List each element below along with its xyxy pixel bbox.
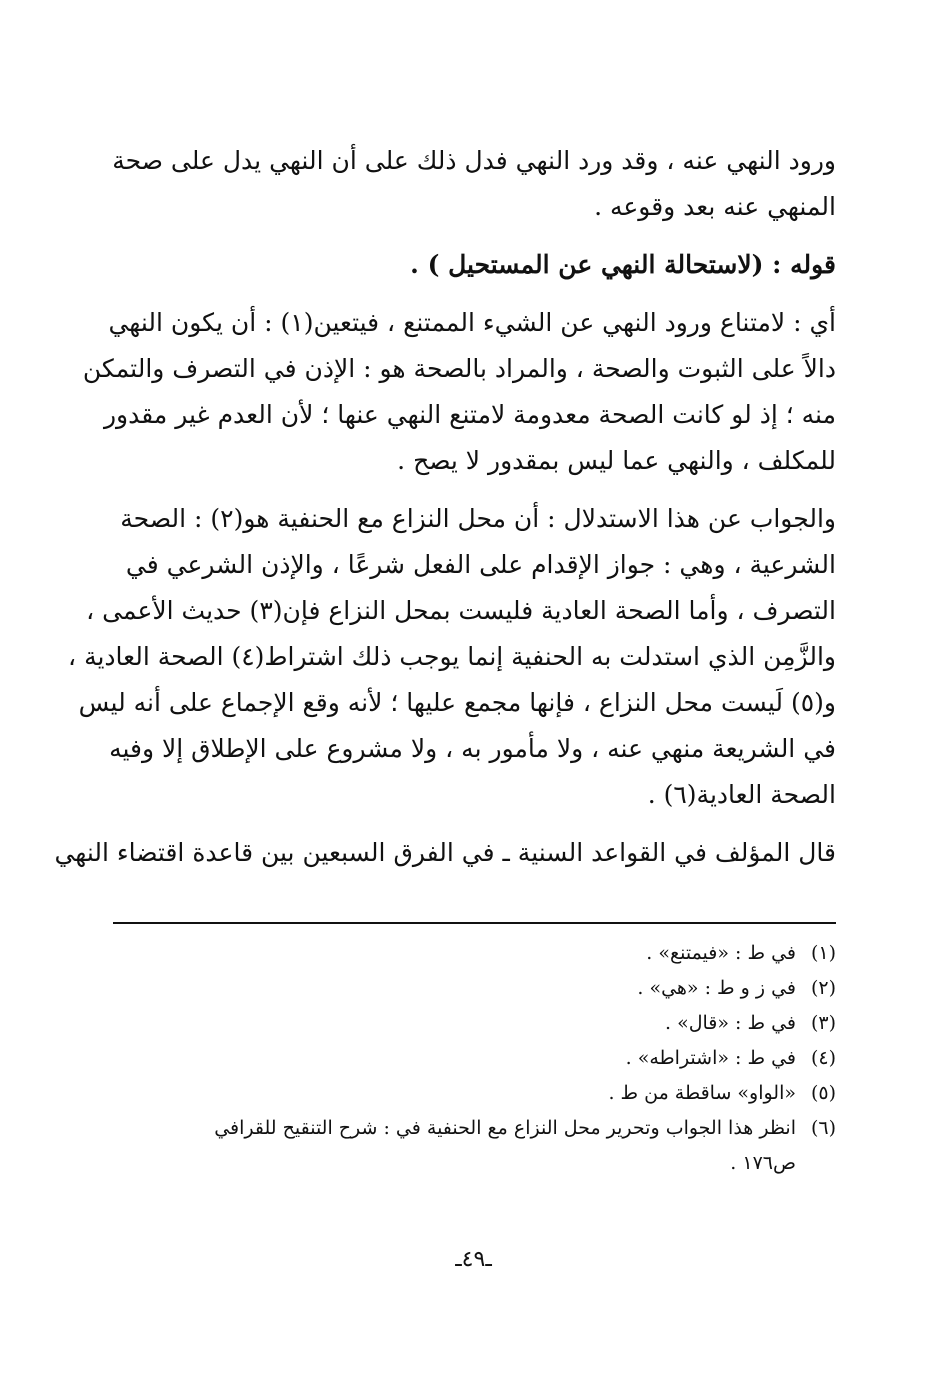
text-line: التصرف ، وأما الصحة العادية فليست بمحل النزاع فإن(٣) حديث الأعمى ، xyxy=(86,596,836,625)
main-text xyxy=(54,138,836,876)
text-line: للمكلف ، والنهي عما ليس بمقدور لا يصح . xyxy=(397,446,836,475)
footnote-text: في ز و ط : «هي» . xyxy=(637,977,796,999)
text-line: منه ؛ إذ لو كانت الصحة معدومة لامتنع النهي عنها ؛ لأن العدم غير مقدور xyxy=(103,400,836,429)
text-line: والجواب عن هذا الاستدلال : أن محل النزاع مع الحنفية هو(٢) : الصحة xyxy=(120,504,836,533)
text-line: الصحة العادية(٦) . xyxy=(647,780,836,809)
footnote-text: انظر هذا الجواب وتحرير محل النزاع مع الحنفية في : شرح التنقيح للقرافي xyxy=(214,1117,796,1139)
text-line: في الشريعة منهي عنه ، ولا مأمور به ، ولا مشروع على الإطلاق إلا وفيه xyxy=(109,734,836,763)
footnote-text: «الواو» ساقطة من ط . xyxy=(608,1082,796,1104)
text-line: دالاً على الثبوت والصحة ، والمراد بالصحة هو : الإذن في التصرف والتمكن xyxy=(82,354,836,383)
footnote-continuation: ص١٧٦ . xyxy=(730,1152,796,1174)
text-line: والزَّمِن الذي استدلت به الحنفية إنما يوجب ذلك اشتراط(٤) الصحة العادية ، xyxy=(68,642,836,671)
footnote-number: (٣) xyxy=(810,1012,836,1034)
footnote-separator xyxy=(113,922,836,924)
footnotes xyxy=(130,936,836,1181)
footnote-number: (٦) xyxy=(810,1117,836,1139)
footnote-text: في ط : «فيمتنع» . xyxy=(646,942,796,964)
footnote-number: (٥) xyxy=(810,1082,836,1104)
text-line: المنهي عنه بعد وقوعه . xyxy=(594,192,836,221)
footnote xyxy=(130,1041,836,1076)
footnote-text: في ط : «اشتراطه» . xyxy=(625,1047,796,1069)
text-line: الشرعية ، وهي : جواز الإقدام على الفعل شرعًا ، والإذن الشرعي في xyxy=(125,550,836,579)
text-line: أي : لامتناع ورود النهي عن الشيء الممتنع ، فيتعين(١) : أن يكون النهي xyxy=(108,308,836,337)
footnote-number: (٢) xyxy=(810,977,836,999)
footnote xyxy=(130,1076,836,1111)
footnote xyxy=(130,1111,836,1146)
text-line: قال المؤلف في القواعد السنية ـ في الفرق السبعين بين قاعدة اقتضاء النهي xyxy=(54,838,836,867)
footnote xyxy=(130,1006,836,1041)
footnote-number: (٤) xyxy=(810,1047,836,1069)
page-number: ـ٤٩ـ xyxy=(455,1247,492,1272)
footnote-number: (١) xyxy=(810,942,836,964)
footnote xyxy=(130,936,836,971)
footnote-text: في ط : «قال» . xyxy=(664,1012,796,1034)
footnote xyxy=(130,971,836,1006)
text-line: ورود النهي عنه ، وقد ورد النهي فدل ذلك على أن النهي يدل على صحة xyxy=(112,146,836,175)
section-heading: قوله : (لاستحالة النهي عن المستحيل ) . xyxy=(410,250,836,279)
text-line: و(٥) لَيست محل النزاع ، فإنها مجمع عليها ؛ لأنه وقع الإجماع على أنه ليس xyxy=(78,688,836,717)
